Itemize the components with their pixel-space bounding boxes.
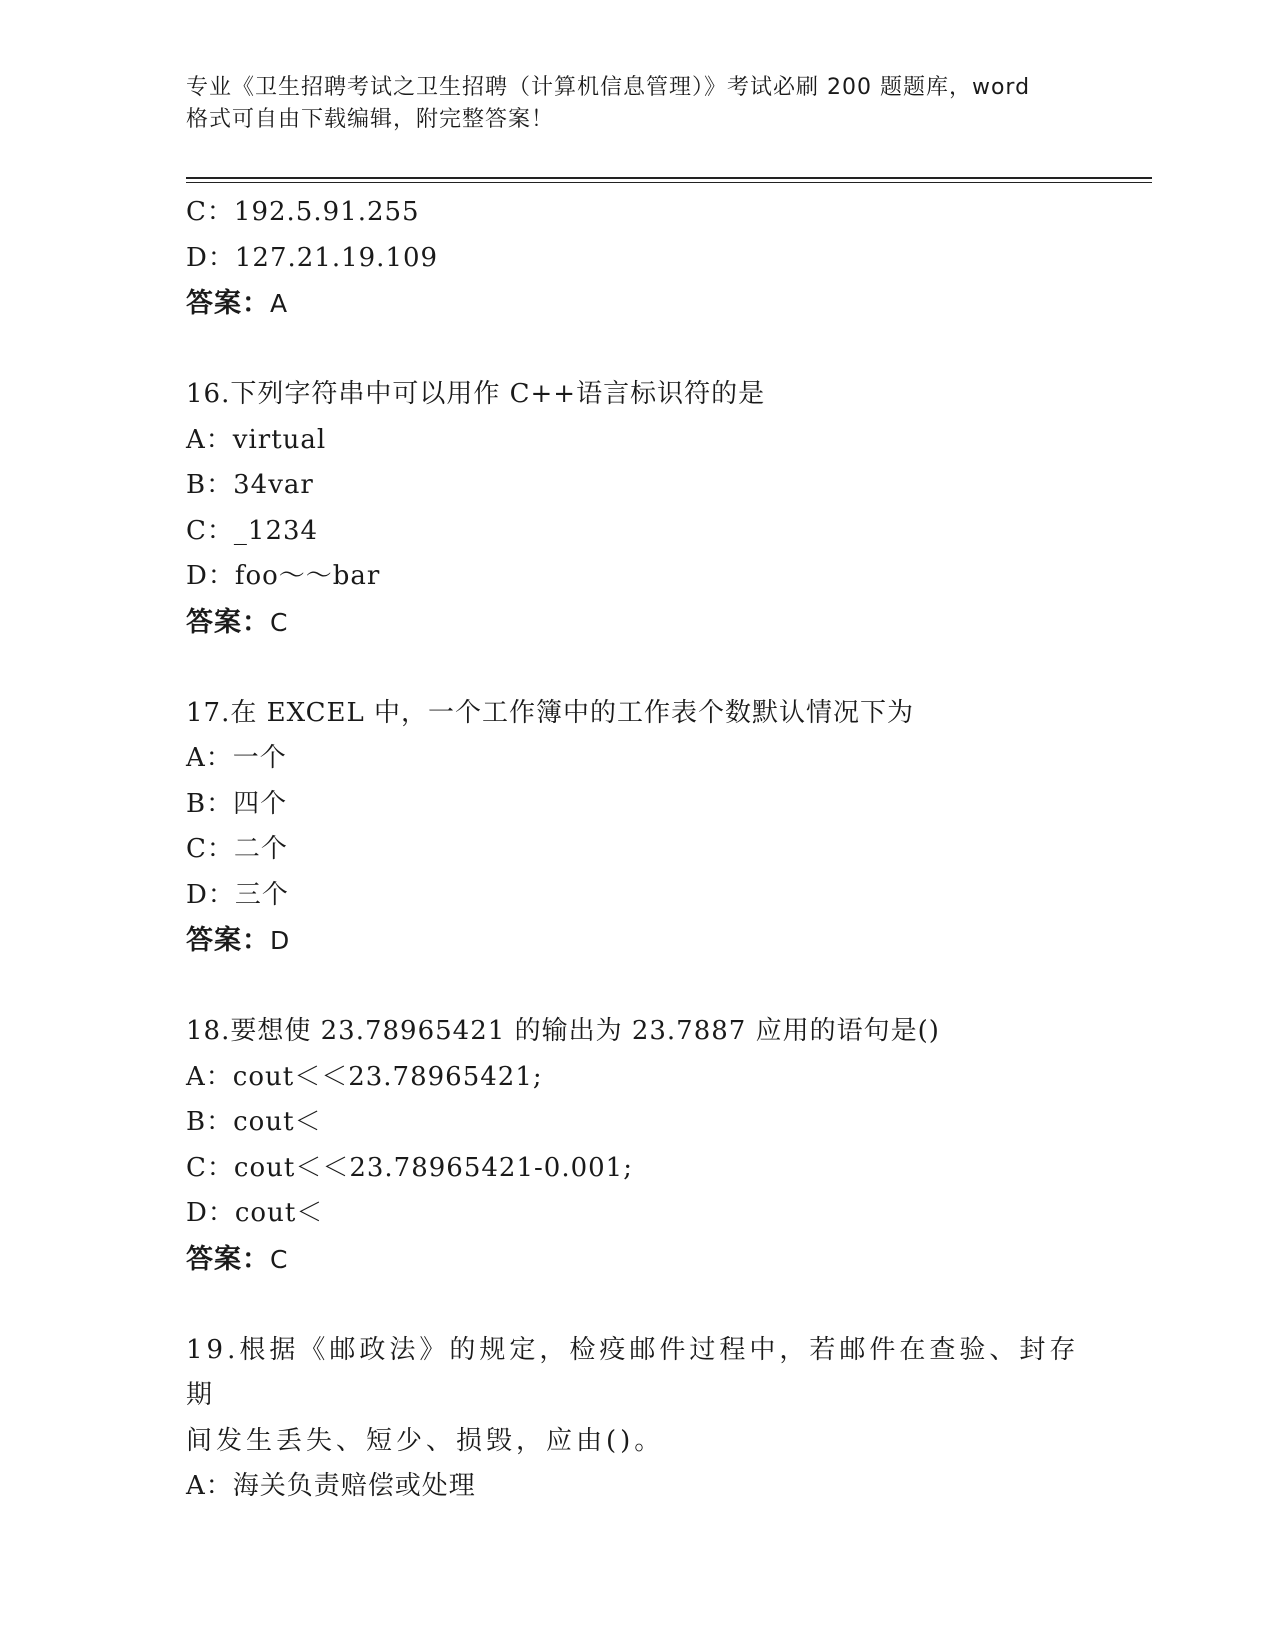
option-c: C：二个 [186,834,288,864]
answer-line: 答案：C [186,606,289,638]
question-16: 16.下列字符串中可以用作 C++语言标识符的是 [186,379,766,409]
question-17: 17.在 EXCEL 中，一个工作簿中的工作表个数默认情况下为 [186,697,915,728]
header-line-2: 格式可自由下载编辑，附完整答案！ [186,107,555,132]
option-b: B：34var [186,470,314,500]
spacer [186,1282,1152,1328]
question-19-line-2: 间发生丢失、短少、损毁，应由()。 [186,1425,665,1456]
question-18: 18.要想使 23.78965421 的输出为 23.7887 应用的语句是() [186,1016,940,1046]
option-c: C：192.5.91.255 [186,197,420,227]
option-b: B：四个 [186,788,288,819]
option-c: C：_1234 [186,515,319,546]
header-rule-thick [186,177,1152,179]
option-d: D：三个 [186,879,289,910]
option-d: D：cout＜ [186,1198,324,1228]
option-a: A：海关负责赔偿或处理 [186,1471,476,1501]
spacer [186,645,1152,691]
option-b: B：cout＜ [186,1107,322,1137]
spacer [186,327,1152,373]
option-a: A：virtual [186,424,327,455]
answer-line: 答案：A [186,288,289,319]
option-a: A：cout＜＜23.78965421; [186,1061,543,1092]
header-line-1: 专业《卫生招聘考试之卫生招聘（计算机信息管理）》考试必刷 200 题题库，word [186,75,1031,100]
spacer [186,964,1152,1010]
option-d: D：127.21.19.109 [186,242,439,273]
header-rule-thin [186,182,1152,183]
option-a: A：一个 [186,743,287,773]
answer-line: 答案：D [186,925,291,956]
document-header [186,72,1086,136]
option-c: C：cout＜＜23.78965421-0.001; [186,1152,633,1183]
question-19-line-1: 19.根据《邮政法》的规定，检疫邮件过程中，若邮件在查验、封存期 [186,1334,1080,1410]
answer-line: 答案：C [186,1243,289,1275]
document-body [186,190,1152,1510]
option-d: D：foo～～bar [186,561,381,591]
question-19 [186,1328,1086,1465]
